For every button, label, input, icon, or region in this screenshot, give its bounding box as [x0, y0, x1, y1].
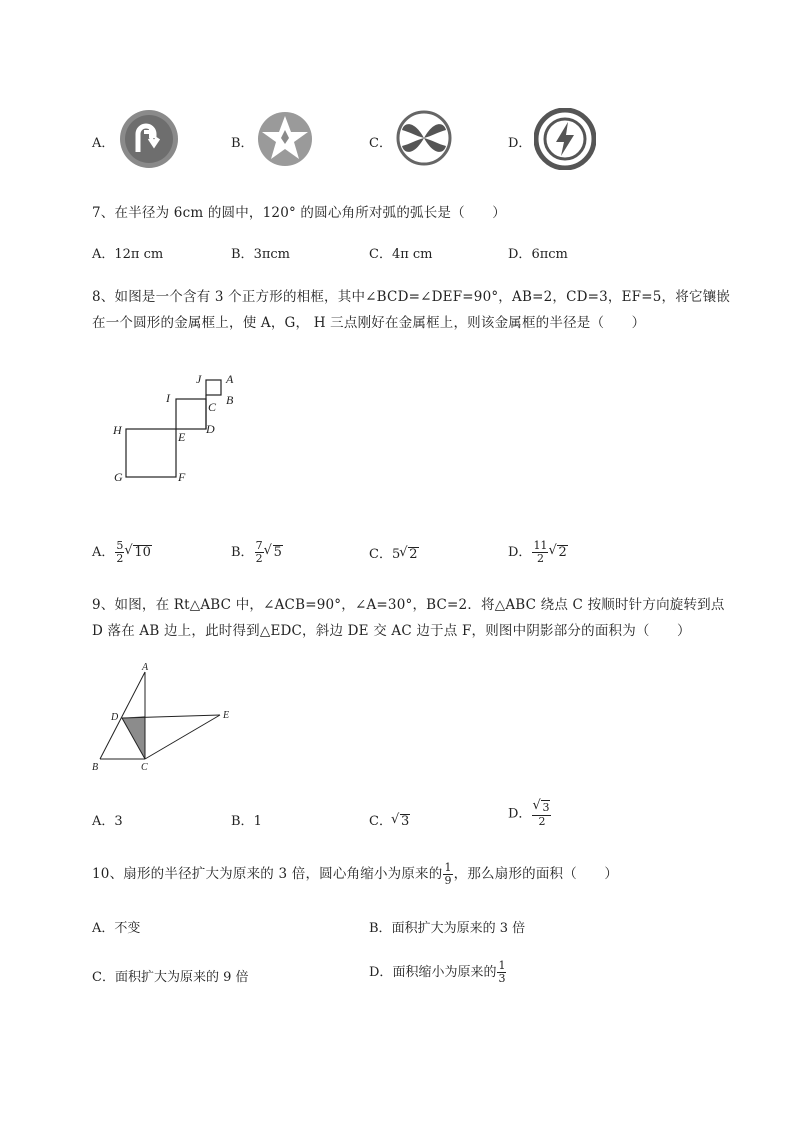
q9-option-b-text: 1 [253, 814, 262, 829]
q10-option-b[interactable] [369, 917, 525, 936]
q8-option-a-num: 5 [116, 539, 124, 552]
q10-option-d-num: 1 [498, 959, 506, 972]
q7-option-b-text: 3πcm [253, 247, 290, 262]
star-badge-icon [256, 110, 314, 168]
q8-label-h: H [113, 423, 122, 437]
q9-option-b-label: B． [231, 814, 254, 829]
q9-label-c: C [141, 762, 148, 773]
q7-option-c-text: 4π cm [391, 247, 433, 262]
q9-option-c-label: C． [369, 814, 392, 829]
q8-option-b-rad: √ 5 [273, 545, 283, 560]
q8-label-c: C [208, 400, 217, 414]
q8-label-b: B [226, 393, 234, 407]
q10-option-a-label: A． [92, 921, 115, 936]
q9-option-a-label: A． [92, 814, 115, 829]
q9-label-e: E [223, 710, 230, 721]
q6-option-a-label[interactable]: A． [92, 136, 115, 151]
q9-label-a: A [142, 662, 149, 673]
q10-option-d[interactable] [369, 960, 507, 985]
q9-option-a-text: 3 [114, 814, 123, 829]
q9-option-b[interactable] [231, 810, 262, 829]
q10-option-b-label: B． [369, 921, 392, 936]
q8-option-d-label: D． [508, 545, 532, 560]
q9-option-d-rad: √ 3 [541, 800, 550, 815]
q9-triangle-figure [88, 662, 238, 774]
q10-stem-frac-num: 1 [444, 861, 452, 874]
q8-stem-line1: 8、如图是一个含有 3 个正方形的相框，其中∠BCD=∠DEF=90°，AB=2，CD=3，EF=5，将它镶嵌 [92, 289, 731, 305]
q8-label-d: D [206, 422, 215, 436]
q8-option-d-rad: √ 2 [557, 545, 567, 560]
q8-option-b-label: B． [231, 545, 254, 560]
q10-stem-frac-den: 9 [444, 874, 452, 887]
q8-label-f: F [178, 470, 186, 484]
q8-label-a: A [226, 372, 234, 386]
q9-stem-line1: 9、如图，在 Rt△ABC 中，∠ACB=90°，∠A=30°，BC=2．将△ABC 绕点 C 按顺时针方向旋转到点 [92, 597, 725, 613]
q6-option-c-label[interactable]: C． [369, 136, 392, 151]
q10-stem-pre: 10、扇形的半径扩大为原来的 3 倍，圆心角缩小为原来的 [92, 866, 443, 882]
q10-option-a-text: 不变 [114, 921, 141, 936]
q8-stem-line2: 在一个圆形的金属框上，使 A，G， H 三点刚好在金属框上，则该金属框的半径是（ ） [92, 315, 646, 331]
q9-option-d-frac [532, 800, 551, 828]
q10-option-c-label: C． [92, 970, 115, 985]
q10-stem-frac [443, 862, 452, 887]
q10-option-b-text: 面积扩大为原来的 3 倍 [391, 921, 526, 936]
q8-option-c-label: C． [369, 547, 392, 562]
q8-option-a-den: 2 [116, 552, 124, 565]
q8-option-c-rad: √ 2 [408, 547, 418, 562]
q8-option-a-frac [115, 540, 124, 565]
q9-option-c[interactable] [369, 810, 410, 829]
q8-label-g: G [114, 470, 123, 484]
q8-option-b[interactable] [231, 540, 283, 565]
q8-label-i: I [166, 391, 170, 405]
q8-option-b-den: 2 [255, 552, 263, 565]
q9-option-d-den: 2 [538, 815, 546, 828]
q9-stem-line2: D 落在 AB 边上，此时得到△EDC，斜边 DE 交 AC 边于点 F，则图中阴影部分的面积为（ ） [92, 623, 691, 639]
q8-option-b-num: 7 [255, 539, 263, 552]
q7-option-a[interactable] [92, 243, 163, 262]
q9-option-d[interactable] [508, 800, 552, 828]
four-petal-icon [396, 110, 452, 166]
q9-label-d: D [111, 712, 119, 723]
q9-option-a[interactable] [92, 810, 123, 829]
q7-option-d-label: D． [508, 247, 532, 262]
q7-option-a-text: 12π cm [114, 247, 164, 262]
q10-option-d-label: D． [369, 965, 393, 980]
q9-option-d-label: D． [508, 806, 532, 822]
q8-label-e: E [178, 430, 186, 444]
q8-option-a-rad: √ 10 [133, 545, 152, 560]
q8-option-b-frac [255, 540, 264, 565]
q7-option-c-label: C． [369, 247, 392, 262]
q8-label-j: J [196, 372, 202, 386]
q10-option-c-text: 面积扩大为原来的 9 倍 [114, 970, 249, 985]
q10-option-c[interactable] [92, 966, 249, 985]
q6-option-d-label[interactable]: D． [508, 136, 532, 151]
q7-option-b-label: B． [231, 247, 254, 262]
q10-option-d-text: 面积缩小为原来的 [392, 965, 497, 980]
q8-option-c[interactable] [369, 543, 419, 562]
q8-squares-figure [108, 366, 248, 490]
q8-option-a[interactable] [92, 540, 152, 565]
q8-option-d-den: 2 [536, 552, 544, 565]
q10-stem-post: ，那么扇形的面积（ ） [453, 866, 619, 882]
q7-option-c[interactable] [369, 243, 433, 262]
q8-option-d-frac [532, 540, 548, 565]
q8-option-d[interactable] [508, 540, 568, 565]
q8-option-a-label: A． [92, 545, 115, 560]
q10-option-d-frac [497, 960, 506, 985]
q9-option-c-rad: √ 3 [400, 814, 410, 829]
q9-label-b: B [92, 762, 99, 773]
q10-option-a[interactable] [92, 917, 140, 936]
q9-option-d-num [532, 800, 551, 816]
u-turn-sign-icon [118, 108, 180, 170]
q7-option-d[interactable] [508, 243, 568, 262]
q8-option-c-coef: 5 [391, 547, 401, 562]
q8-option-d-num: 11 [533, 539, 548, 552]
q10-stem [92, 862, 618, 887]
q7-option-b[interactable] [231, 243, 290, 262]
q7-stem: 7、在半径为 6cm 的圆中，120° 的圆心角所对弧的弧长是（ ） [92, 205, 506, 221]
q10-option-d-den: 3 [498, 972, 506, 985]
q7-option-d-text: 6πcm [531, 247, 568, 262]
lightning-circle-icon [534, 108, 596, 170]
q6-option-b-label[interactable]: B． [231, 136, 254, 151]
q7-option-a-label: A． [92, 247, 115, 262]
